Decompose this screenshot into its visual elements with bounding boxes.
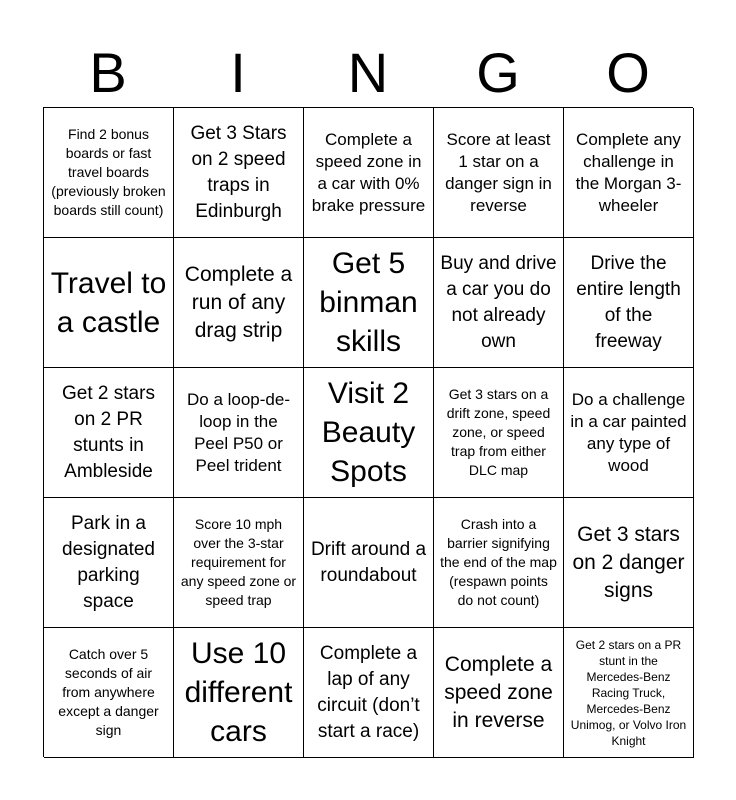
cell-text: Catch over 5 seconds of air from anywhere except a danger sign — [58, 646, 159, 738]
bingo-cell-r4c2[interactable] — [174, 498, 304, 628]
bingo-cell-r5c4[interactable] — [434, 628, 564, 758]
cell-text: Do a challenge in a car painted any type of wood — [570, 389, 687, 475]
bingo-cell-r5c3[interactable] — [304, 628, 434, 758]
cell-text: Find 2 bonus boards or fast travel boards (previously broken boards still count) — [51, 126, 166, 218]
cell-text: Get 2 stars on 2 PR stunts in Ambleside — [62, 382, 155, 482]
bingo-cell-r3c3[interactable] — [304, 368, 434, 498]
cell-text: Get 2 stars on a PR stunt in the Mercedes-Benz Racing Truck, Mercedes-Benz Unimog, or Volvo Iron Knight — [570, 637, 687, 748]
cell-text: Drive the entire length of the freeway — [576, 252, 681, 352]
cell-text: Complete a speed zone in a car with 0% brake pressure — [311, 129, 426, 215]
bingo-cell-r2c1[interactable] — [44, 238, 174, 368]
bingo-cell-r4c5[interactable] — [564, 498, 694, 628]
bingo-cell-r5c1[interactable] — [44, 628, 174, 758]
cell-text: Complete any challenge in the Morgan 3-wheeler — [575, 129, 682, 215]
bingo-cell-r2c3[interactable] — [304, 238, 434, 368]
bingo-cell-r3c2[interactable] — [174, 368, 304, 498]
cell-text: Get 3 stars on a drift zone, speed zone, or speed trap from either DLC map — [446, 386, 551, 478]
bingo-cell-r1c2[interactable] — [174, 108, 304, 238]
cell-text: Crash into a barrier signifying the end of the map (respawn points do not count) — [440, 516, 557, 608]
header-letter-i: I — [230, 41, 246, 104]
bingo-cell-r1c4[interactable] — [434, 108, 564, 238]
cell-text: Complete a lap of any circuit (don’t start a race) — [317, 642, 420, 742]
header-letter-o: O — [606, 41, 650, 104]
cell-text: Complete a run of any drag strip — [184, 262, 293, 342]
cell-text: Get 3 stars on 2 danger signs — [572, 522, 685, 602]
bingo-cell-r2c5[interactable] — [564, 238, 694, 368]
bingo-cell-r4c3[interactable] — [304, 498, 434, 628]
bingo-cell-r2c2[interactable] — [174, 238, 304, 368]
bingo-cell-r4c4[interactable] — [434, 498, 564, 628]
cell-text: Drift around a roundabout — [310, 538, 427, 586]
bingo-header — [43, 38, 693, 108]
bingo-cell-r3c4[interactable] — [434, 368, 564, 498]
bingo-cell-r5c5[interactable] — [564, 628, 694, 758]
bingo-cell-r3c1[interactable] — [44, 368, 174, 498]
cell-text: Get 3 Stars on 2 speed traps in Edinburgh — [190, 122, 287, 222]
cell-text: Buy and drive a car you do not already own — [440, 252, 557, 352]
cell-text: Travel to a castle — [50, 266, 167, 339]
cell-text: Complete a speed zone in reverse — [444, 652, 553, 732]
cell-text: Park in a designated parking space — [62, 512, 155, 612]
cell-text: Use 10 different cars — [184, 637, 293, 748]
bingo-cell-r2c4[interactable] — [434, 238, 564, 368]
cell-text: Score at least 1 star on a danger sign in reverse — [445, 129, 552, 215]
bingo-cell-r4c1[interactable] — [44, 498, 174, 628]
header-letter-n: N — [347, 41, 389, 104]
cell-text: Score 10 mph over the 3-star requirement for any speed zone or speed trap — [180, 516, 297, 608]
bingo-cell-r1c3[interactable] — [304, 108, 434, 238]
cell-text: Get 5 binman skills — [319, 247, 418, 358]
bingo-cell-r5c2[interactable] — [174, 628, 304, 758]
bingo-card-grid — [43, 107, 693, 757]
bingo-cell-r1c1[interactable] — [44, 108, 174, 238]
bingo-cell-r3c5[interactable] — [564, 368, 694, 498]
bingo-cell-r1c5[interactable] — [564, 108, 694, 238]
cell-text: Do a loop-de-loop in the Peel P50 or Peel trident — [186, 389, 290, 475]
header-letter-g: G — [476, 41, 520, 104]
header-letter-b: B — [89, 41, 127, 104]
cell-text: Visit 2 Beauty Spots — [321, 377, 416, 488]
